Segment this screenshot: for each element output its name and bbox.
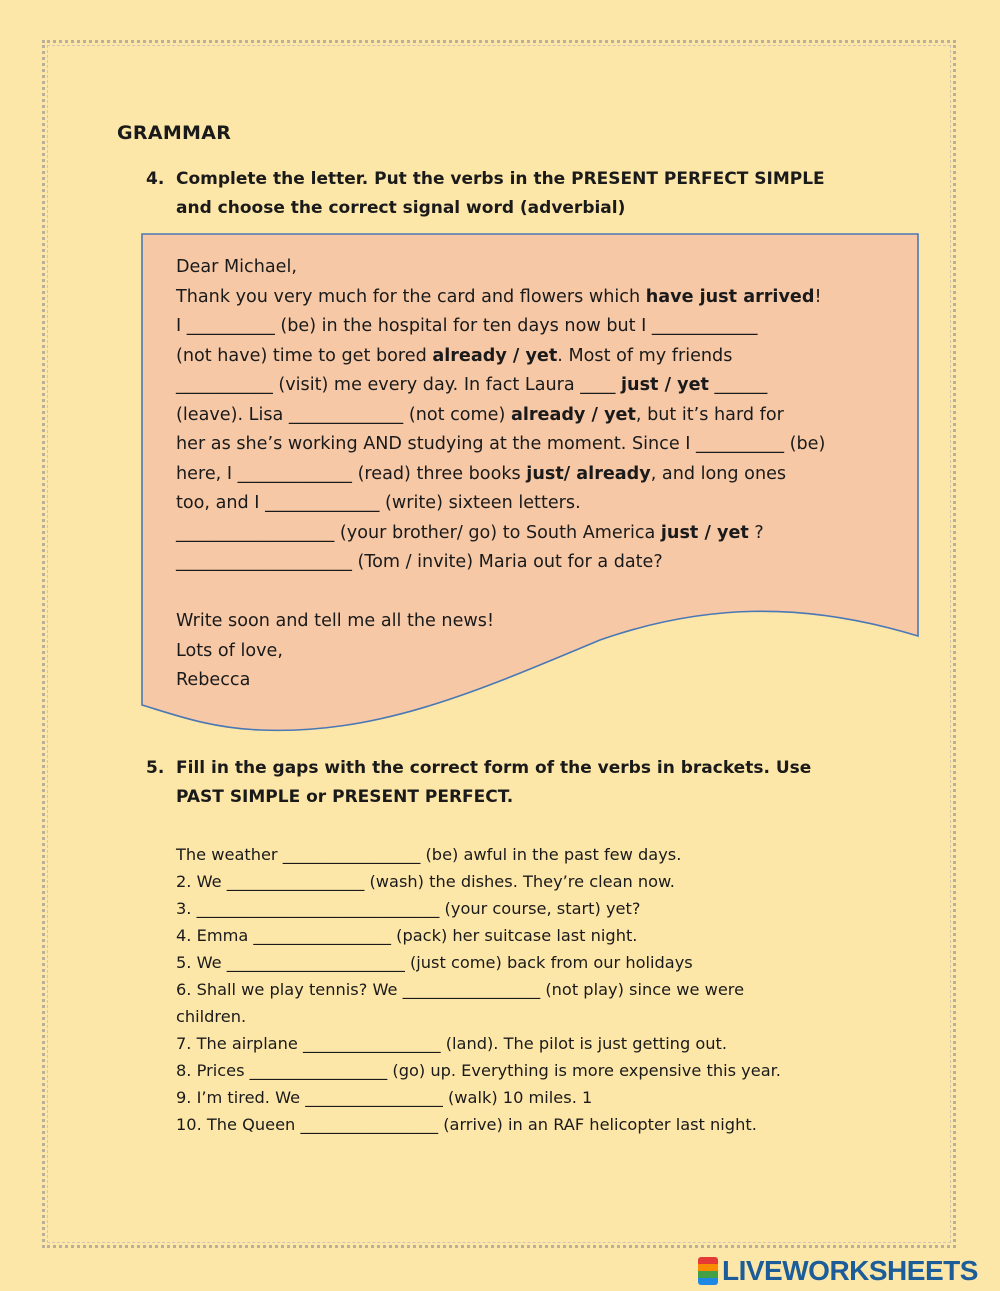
signal-word: already / yet [432, 345, 558, 366]
letter-line: here, I _____________ (read) three books just/ already, and long ones [176, 463, 787, 484]
exercise-item: 9. I’m tired. We _________________ (walk) 10 miles. 1 [176, 1088, 593, 1107]
logo-stripe [698, 1257, 718, 1264]
letter-line: her as she’s working AND studying at the moment. Since I __________ (be) [176, 434, 826, 454]
letter-line: (not have) time to get bored already / yet. Most of my friends [176, 345, 733, 366]
signal-word: just / yet [660, 522, 749, 543]
logo-stripe [698, 1271, 718, 1278]
exercise-item: 7. The airplane _________________ (land). The pilot is just getting out. [176, 1034, 728, 1053]
letter-line: __________________ (your brother/ go) to South America just / yet ? [176, 522, 764, 543]
exercise-item: 4. Emma _________________ (pack) her suitcase last night. [176, 926, 638, 945]
exercise-item: 2. We _________________ (wash) the dishes. They’re clean now. [176, 872, 675, 891]
exercise-item: 6. Shall we play tennis? We _________________ (not play) since we were [176, 980, 745, 999]
task-5-instructions [146, 754, 811, 812]
task-5-line-2: PAST SIMPLE or PRESENT PERFECT. [176, 787, 514, 807]
signal-word: have just arrived [645, 286, 815, 307]
logo-stripe [698, 1264, 718, 1271]
exercise-item: The weather _________________ (be) awful in the past few days. [176, 845, 682, 864]
task-4-line-1: Complete the letter. Put the verbs in the PRESENT PERFECT SIMPLE [176, 169, 825, 189]
letter-body [176, 253, 891, 696]
liveworksheets-logo[interactable] [698, 1255, 978, 1287]
signal-word: already / yet [510, 404, 636, 425]
letter-greeting: Dear Michael, [176, 257, 297, 277]
letter-line: too, and I _____________ (write) sixteen letters. [176, 493, 581, 513]
letter-signature: Rebecca [176, 670, 251, 690]
letter-closing: Lots of love, [176, 640, 283, 661]
letter-line: (leave). Lisa _____________ (not come) already / yet, but it’s hard for [176, 404, 784, 425]
letter-line: Thank you very much for the card and flowers which have just arrived! [176, 286, 822, 307]
task-4-number: 4. [146, 169, 165, 189]
logo-stripe [698, 1278, 718, 1285]
exercise-item: 8. Prices _________________ (go) up. Everything is more expensive this year. [176, 1061, 781, 1080]
task-4-line-2: and choose the correct signal word (adverbial) [176, 198, 626, 218]
letter-line: ___________ (visit) me every day. In fact Laura ____ just / yet ______ [176, 375, 768, 395]
signal-word: just/ already [526, 463, 651, 484]
task-5-number: 5. [146, 758, 165, 778]
exercise-list [176, 841, 876, 1138]
letter-line: I __________ (be) in the hospital for ten days now but I ____________ [176, 316, 758, 336]
letter-line: ____________________ (Tom / invite) Maria out for a date? [176, 552, 663, 572]
exercise-item: 10. The Queen _________________ (arrive) in an RAF helicopter last night. [176, 1115, 757, 1134]
logo-icon [698, 1257, 718, 1285]
section-heading: GRAMMAR [117, 122, 232, 144]
signal-word: just / yet [621, 375, 709, 395]
exercise-item: children. [176, 1007, 247, 1026]
exercise-item: 3. ______________________________ (your course, start) yet? [176, 899, 641, 918]
task-5-line-1: Fill in the gaps with the correct form of the verbs in brackets. Use [176, 758, 812, 778]
letter-closing: Write soon and tell me all the news! [176, 611, 495, 631]
logo-text: LIVEWORKSHEETS [722, 1255, 978, 1286]
exercise-item: 5. We ______________________ (just come) back from our holidays [176, 953, 693, 972]
